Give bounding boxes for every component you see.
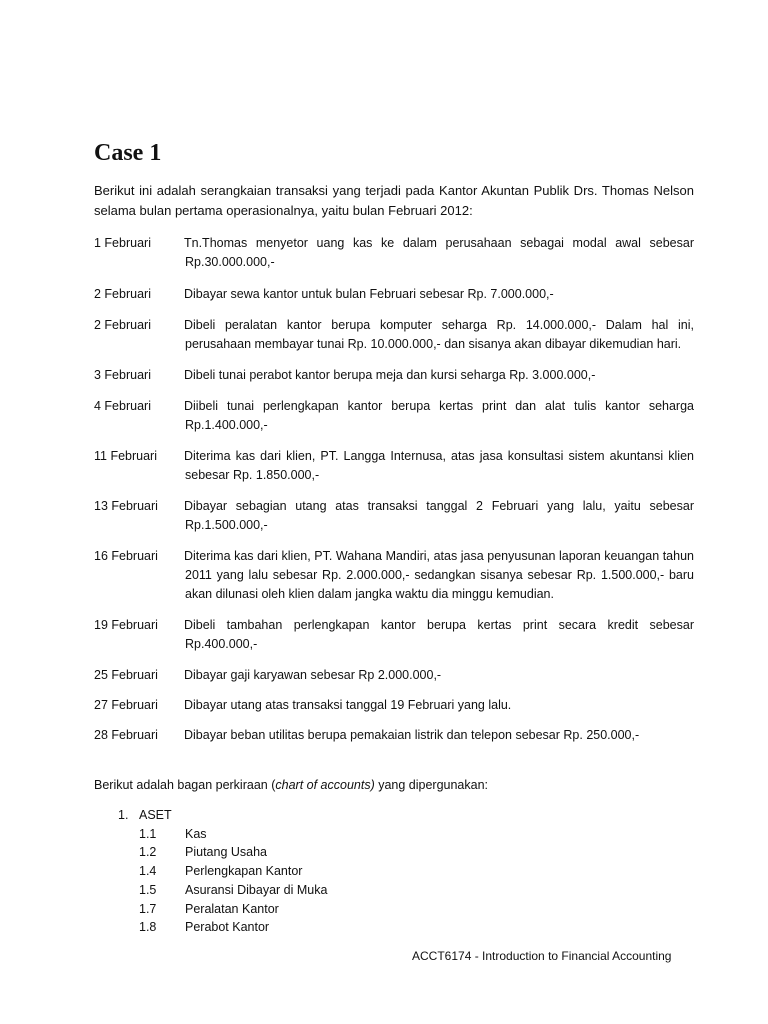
page-footer: ACCT6174 - Introduction to Financial Accounting	[412, 949, 672, 963]
coa-account-row	[118, 843, 327, 862]
transaction-description: Dibayar gaji karyawan sebesar Rp 2.000.000,-	[184, 668, 442, 682]
transaction-description: Dibayar sewa kantor untuk bulan Februari sebesar Rp. 7.000.000,-	[184, 287, 554, 301]
coa-account-code: 1.8	[139, 920, 157, 935]
coa-account-row	[118, 918, 327, 937]
transaction-description: Dibeli peralatan kantor berupa komputer seharga Rp. 14.000.000,- Dalam hal ini, perusahaan membayar tunai Rp. 10.000.000,- dan sisanya akan dibayar dikemudian hari.	[184, 318, 694, 351]
transaction-date: 16 Februari	[94, 549, 158, 563]
chart-of-accounts-intro	[94, 776, 488, 795]
coa-intro-italic: chart of accounts)	[275, 778, 375, 792]
transaction-description: Dibayar beban utilitas berupa pemakaian listrik dan telepon sebesar Rp. 250.000,-	[184, 728, 640, 742]
transaction-description: Diibeli tunai perlengkapan kantor berupa kertas print dan alat tulis kantor seharga Rp.1.400.000,-	[184, 399, 694, 432]
transaction-date: 19 Februari	[94, 618, 158, 632]
coa-account-row	[118, 862, 327, 881]
transaction-list	[94, 234, 694, 745]
coa-account-name: Asuransi Dibayar di Muka	[185, 882, 328, 897]
coa-account-name: Perabot Kantor	[185, 920, 270, 935]
transaction-row	[94, 447, 694, 485]
transaction-row	[94, 234, 694, 272]
transaction-date: 1 Februari	[94, 236, 151, 250]
transaction-date: 2 Februari	[94, 318, 151, 332]
transaction-date: 11 Februari	[94, 449, 157, 463]
transaction-description: Diterima kas dari klien, PT. Wahana Mandiri, atas jasa penyusunan laporan keuangan tahun 2011 yang lalu sebesar Rp. 2.000.000,- sedangkan sisanya sebesar Rp. 1.500.000,- baru akan dilunasi oleh klien dalam jangka waktu dia minggu kemudian.	[184, 549, 694, 601]
coa-account-name: Perlengkapan Kantor	[185, 864, 303, 879]
transaction-row	[94, 726, 694, 745]
transaction-description: Dibayar utang atas transaksi tanggal 19 Februari yang lalu.	[184, 698, 512, 712]
coa-group-heading	[118, 806, 327, 825]
transaction-date: 3 Februari	[94, 368, 151, 382]
transaction-row	[94, 696, 694, 715]
coa-account-code: 1.1	[139, 826, 157, 841]
transaction-row	[94, 616, 694, 654]
coa-group-number: 1.	[118, 808, 129, 822]
transaction-row	[94, 497, 694, 535]
coa-account-code: 1.7	[139, 901, 157, 916]
coa-account-code: 1.5	[139, 882, 157, 897]
transaction-row	[94, 316, 694, 354]
transaction-description: Dibeli tambahan perlengkapan kantor berupa kertas print secara kredit sebesar Rp.400.000,-	[184, 618, 694, 651]
intro-paragraph: Berikut ini adalah serangkaian transaksi yang terjadi pada Kantor Akuntan Publik Drs. Thomas Nelson selama bulan pertama operasionalnya, yaitu bulan Februari 2012:	[94, 183, 694, 218]
chart-of-accounts-list	[118, 806, 327, 937]
transaction-date: 27 Februari	[94, 698, 158, 712]
transaction-description: Diterima kas dari klien, PT. Langga Internusa, atas jasa konsultasi sistem akuntansi klien sebesar Rp. 1.850.000,-	[184, 449, 694, 482]
transaction-date: 25 Februari	[94, 668, 158, 682]
transaction-row	[94, 666, 694, 685]
transaction-description: Dibayar sebagian utang atas transaksi tanggal 2 Februari yang lalu, yaitu sebesar Rp.1.500.000,-	[184, 499, 694, 532]
transaction-date: 13 Februari	[94, 499, 158, 513]
coa-account-code: 1.2	[139, 845, 157, 860]
coa-account-row	[118, 900, 327, 919]
coa-account-name: Piutang Usaha	[185, 845, 268, 860]
transaction-row	[94, 366, 694, 385]
transaction-row	[94, 397, 694, 435]
page-title: Case 1	[94, 140, 162, 166]
coa-group-title: ASET	[139, 808, 172, 822]
coa-intro-before: Berikut adalah bagan perkiraan (	[94, 778, 276, 792]
transaction-date: 28 Februari	[94, 728, 158, 742]
coa-account-row	[118, 881, 327, 900]
transaction-date: 4 Februari	[94, 399, 151, 413]
transaction-description: Dibeli tunai perabot kantor berupa meja dan kursi seharga Rp. 3.000.000,-	[184, 368, 596, 382]
coa-account-name: Kas	[185, 826, 207, 841]
coa-intro-after: yang dipergunakan:	[374, 778, 489, 792]
transaction-row	[94, 285, 694, 304]
coa-account-code: 1.4	[139, 864, 157, 879]
transaction-date: 2 Februari	[94, 287, 151, 301]
transaction-description: Tn.Thomas menyetor uang kas ke dalam perusahaan sebagai modal awal sebesar Rp.30.000.000,-	[184, 236, 694, 269]
coa-account-row	[118, 825, 327, 844]
coa-account-name: Peralatan Kantor	[185, 901, 279, 916]
transaction-row	[94, 547, 694, 604]
